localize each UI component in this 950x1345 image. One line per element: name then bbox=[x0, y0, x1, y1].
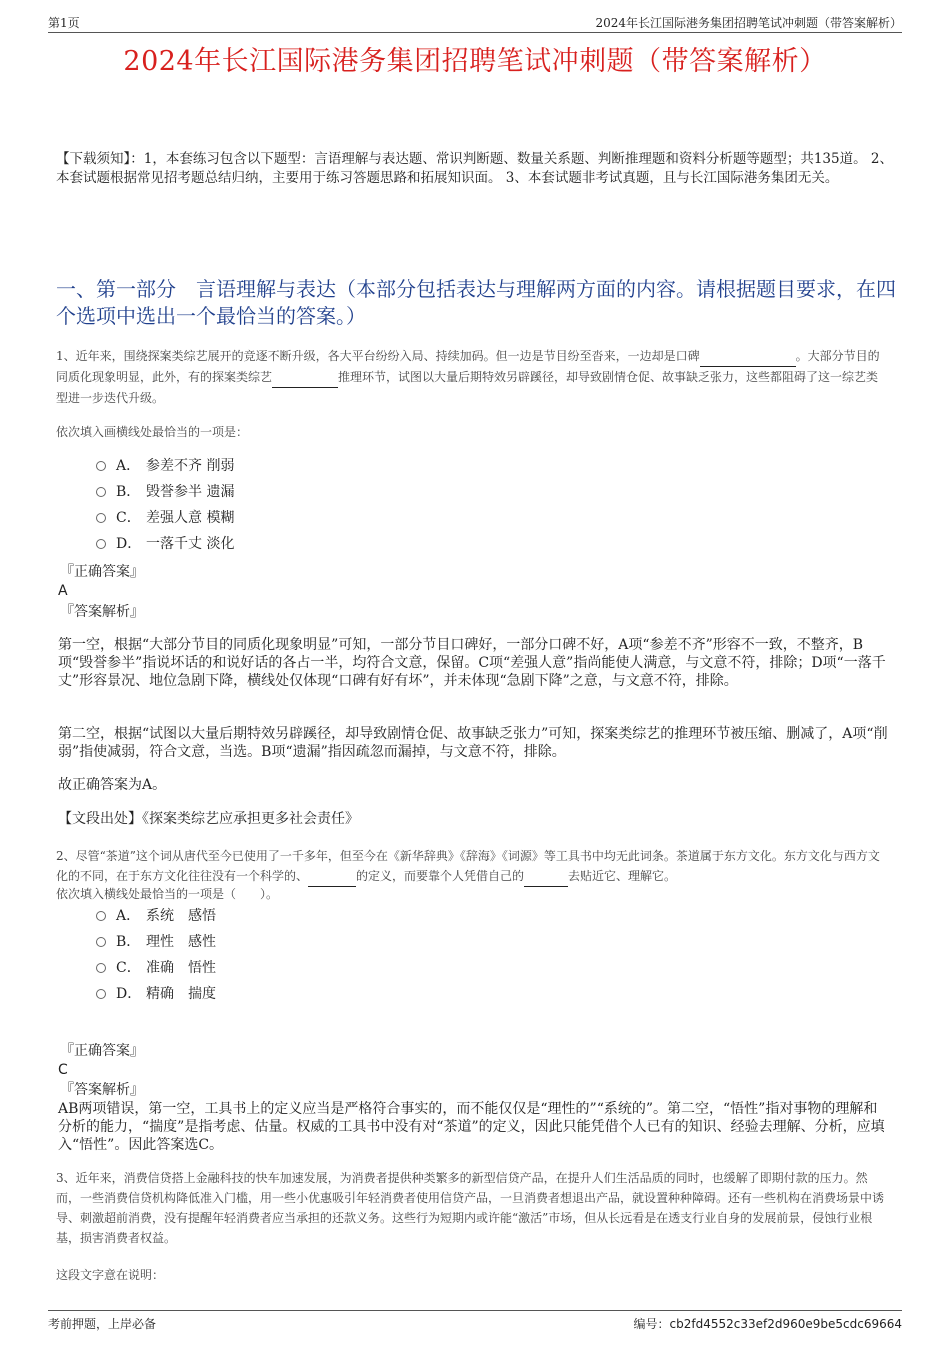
radio-icon[interactable] bbox=[96, 487, 106, 497]
q1-source: 【文段出处】《探案类综艺应承担更多社会责任》 bbox=[58, 811, 359, 827]
q1-blank-1 bbox=[700, 346, 796, 367]
q2-text-a: 2、尽管“茶道”这个词从唐代至今已使用了一千多年，但至今在《新华辞典》《辞海》《词源》等工具书中均无此词条。茶道属于东方文化。东方文化与西方文化的不同，在于东方文化往往没有一个科学的、 bbox=[56, 849, 880, 883]
q1-conclusion: 故正确答案为A。 bbox=[58, 777, 167, 793]
radio-icon[interactable] bbox=[96, 963, 106, 973]
q1-text-c: 推理环节，试图以大量后期特效另辟蹊径，却导致剧情仓促、故事缺乏张力，这些都阻碍了这一综艺类型进一步迭代升级。 bbox=[56, 370, 879, 405]
q1-option-d[interactable] bbox=[96, 534, 234, 554]
option-text: 差强人意 模糊 bbox=[146, 510, 235, 526]
q1-option-b[interactable] bbox=[96, 482, 234, 502]
question-1 bbox=[56, 346, 886, 408]
q1-text-a: 1、近年来，围绕探案类综艺展开的竞逐不断升级，各大平台纷纷入局、持续加码。但一边是节目纷至沓来，一边却是口碑 bbox=[56, 349, 700, 363]
q2-option-c[interactable] bbox=[96, 958, 216, 978]
q1-analysis-2: 第二空，根据“试图以大量后期特效另辟蹊径，却导致剧情仓促、故事缺乏张力”可知，探案类综艺的推理环节被压缩、删减了，A项“削弱”指使减弱，符合文意，当选。B项“遗漏”指因疏忽而漏掉，与文意不符，排除。 bbox=[58, 726, 888, 760]
option-letter: C． bbox=[116, 510, 141, 526]
option-text: 系统 感悟 bbox=[146, 908, 216, 924]
page-footer bbox=[48, 1310, 902, 1331]
q2-text-b: 的定义，而要靠个人凭借自己的 bbox=[356, 869, 525, 883]
option-text: 精确 揣度 bbox=[146, 986, 216, 1002]
page-number: 第1页 bbox=[48, 16, 80, 30]
option-letter: A． bbox=[116, 908, 141, 924]
page-title: 2024年长江国际港务集团招聘笔试冲刺题（带答案解析） bbox=[123, 46, 827, 77]
q1-answer: A bbox=[58, 583, 68, 599]
header-doc-title: 2024年长江国际港务集团招聘笔试冲刺题（带答案解析） bbox=[595, 16, 902, 30]
q1-option-c[interactable] bbox=[96, 508, 234, 528]
q1-option-a[interactable] bbox=[96, 456, 234, 476]
radio-icon[interactable] bbox=[96, 911, 106, 921]
option-letter: B． bbox=[116, 484, 141, 500]
option-letter: B． bbox=[116, 934, 141, 950]
q2-analysis: AB两项错误，第一空，工具书上的定义应当是严格符合事实的，而不能仅仅是“理性的”“系统的”。第二空，“悟性”指对事物的理解和分析的能力，“揣度”是指考虑、估量。权威的工具书中没有对“茶道”的定义，因此只能凭借个人已有的知识、经验去理解、分析，应填入“悟性”。因此答案选C。 bbox=[58, 1101, 885, 1153]
option-text: 参差不齐 削弱 bbox=[146, 458, 235, 474]
q2-prompt: 依次填入横线处最恰当的一项是（ ）。 bbox=[56, 887, 279, 901]
footer-code-value: cb2fd4552c33ef2d960e9be5cdc69664 bbox=[669, 1317, 902, 1331]
q1-analysis-label: 『答案解析』 bbox=[60, 604, 144, 620]
q2-answer: C bbox=[58, 1062, 68, 1078]
q2-text-c: 去贴近它、理解它。 bbox=[568, 869, 677, 883]
q1-text-b: 。大部分节目的同质化现象明显，此外，有的探案类综艺 bbox=[56, 349, 880, 384]
q1-correct-label: 『正确答案』 bbox=[60, 564, 144, 580]
radio-icon[interactable] bbox=[96, 989, 106, 999]
q3-prompt: 这段文字意在说明： bbox=[56, 1268, 165, 1282]
q2-option-d[interactable] bbox=[96, 984, 216, 1004]
question-3: 3、近年来，消费信贷搭上金融科技的快车加速发展，为消费者提供种类繁多的新型信贷产品，在提升人们生活品质的同时，也缓解了即期付款的压力。然而，一些消费信贷机构降低准入门槛，用一些小优惠吸引年轻消费者使用信贷产品，一旦消费者想退出产品，就设置种种障碍。还有一些机构在消费场景中诱导、刺激超前消费，没有提醒年轻消费者应当承担的还款义务。这些行为短期内或许能“激活”市场，但从长远看是在透支行业自身的发展前景，侵蚀行业根基，损害消费者权益。 bbox=[56, 1171, 885, 1245]
radio-icon[interactable] bbox=[96, 937, 106, 947]
q2-correct-label: 『正确答案』 bbox=[60, 1043, 144, 1059]
footer-slogan: 考前押题，上岸必备 bbox=[48, 1317, 157, 1331]
download-notice: 【下载须知】：1，本套练习包含以下题型：言语理解与表达题、常识判断题、数量关系题、判断推理题和资料分析题等题型；共135道。 2、本套试题根据常见招考题总结归纳，主要用于练习答题思路和拓展知识面。 3、本套试题非考试真题，且与长江国际港务集团无关。 bbox=[56, 151, 893, 186]
option-letter: D． bbox=[116, 986, 142, 1002]
radio-icon[interactable] bbox=[96, 539, 106, 549]
section-heading: 一、第一部分 言语理解与表达（本部分包括表达与理解两方面的内容。请根据题目要求，在四个选项中选出一个最恰当的答案。） bbox=[56, 277, 896, 328]
option-text: 理性 感性 bbox=[146, 934, 216, 950]
question-2 bbox=[56, 846, 886, 887]
radio-icon[interactable] bbox=[96, 513, 106, 523]
option-text: 毁誉参半 遗漏 bbox=[146, 484, 235, 500]
option-text: 一落千丈 淡化 bbox=[146, 536, 235, 552]
option-letter: C． bbox=[116, 960, 141, 976]
q2-option-a[interactable] bbox=[96, 906, 216, 926]
q1-analysis-1: 第一空，根据“大部分节目的同质化现象明显”可知，一部分节目口碑好，一部分口碑不好，A项“参差不齐”形容不一致，不整齐，B项“毁誉参半”指说坏话的和说好话的各占一半，均符合文意，保留。C项“差强人意”指尚能使人满意，与文意不符，排除；D项“一落千丈”形容景况、地位急剧下降，横线处仅体现“口碑有好有坏”，并未体现“急剧下降”之意，与文意不符，排除。 bbox=[58, 637, 886, 689]
q1-blank-2 bbox=[272, 367, 338, 388]
option-text: 准确 悟性 bbox=[146, 960, 216, 976]
q2-analysis-label: 『答案解析』 bbox=[60, 1082, 144, 1098]
radio-icon[interactable] bbox=[96, 461, 106, 471]
footer-code bbox=[633, 1315, 902, 1332]
q1-prompt: 依次填入画横线处最恰当的一项是： bbox=[56, 425, 249, 439]
option-letter: D． bbox=[116, 536, 142, 552]
option-letter: A． bbox=[116, 458, 141, 474]
page-header bbox=[48, 12, 902, 33]
q2-option-b[interactable] bbox=[96, 932, 216, 952]
footer-code-label: 编号： bbox=[633, 1317, 670, 1331]
